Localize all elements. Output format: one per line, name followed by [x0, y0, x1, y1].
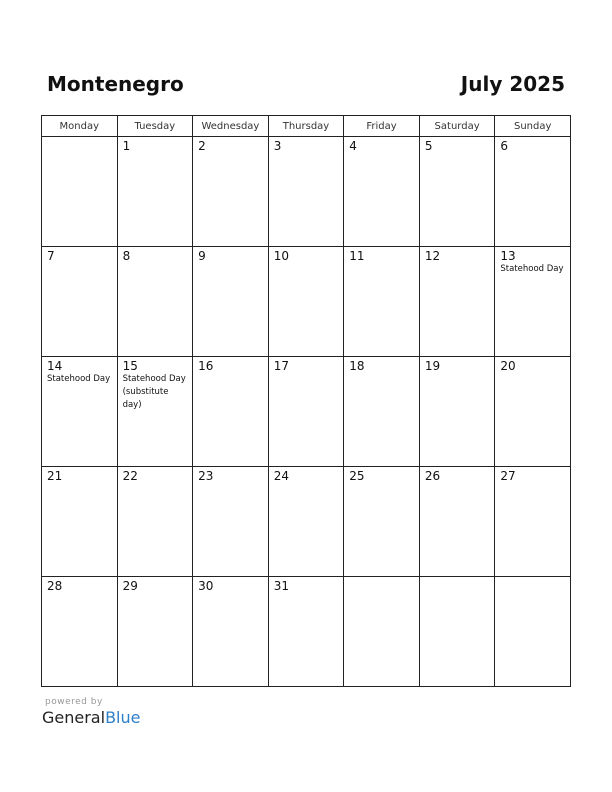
calendar-day-cell	[193, 467, 269, 577]
day-number: 14	[47, 359, 63, 373]
calendar-day-cell	[268, 467, 344, 577]
weekday-header: Monday	[42, 116, 118, 137]
calendar-day-cell	[268, 357, 344, 467]
day-number: 12	[424, 249, 441, 263]
brand-blue-text: Blue	[105, 708, 141, 727]
calendar-day-cell	[419, 357, 495, 467]
day-number: 13	[500, 249, 516, 263]
calendar-day-cell	[344, 357, 420, 467]
day-number: 28	[47, 579, 63, 593]
calendar-day-cell	[268, 577, 344, 687]
day-number: 27	[500, 469, 516, 483]
weekday-header: Sunday	[495, 116, 571, 137]
weekday-header: Wednesday	[193, 116, 269, 137]
brand-general-text: General	[42, 708, 106, 727]
day-number: 23	[198, 469, 214, 483]
day-number: 16	[198, 359, 214, 373]
calendar-day-cell	[419, 247, 495, 357]
day-number: 6	[500, 139, 509, 153]
day-number: 7	[47, 249, 55, 263]
day-number: 5	[424, 139, 433, 153]
day-number: 29	[122, 579, 138, 593]
calendar-day-cell	[42, 577, 118, 687]
day-number: 4	[349, 139, 357, 153]
weekday-header-row	[42, 116, 571, 137]
weekday-header: Tuesday	[117, 116, 193, 137]
calendar-week-row	[42, 577, 571, 687]
calendar-month-title: July 2025	[460, 72, 565, 96]
calendar-week-row	[42, 467, 571, 577]
calendar-country-title: Montenegro	[47, 72, 184, 96]
day-number: 25	[349, 469, 365, 483]
day-number: 11	[349, 249, 365, 263]
calendar-day-cell	[495, 247, 571, 357]
weekday-header: Saturday	[419, 116, 495, 137]
calendar-day-cell	[344, 137, 420, 247]
day-number: 18	[349, 359, 365, 373]
calendar-empty-cell	[495, 577, 571, 687]
day-number: 20	[500, 359, 516, 373]
calendar-day-cell	[117, 247, 193, 357]
calendar-day-cell	[495, 467, 571, 577]
holiday-label: Statehood Day (substitute day)	[122, 374, 186, 410]
calendar-empty-cell	[42, 137, 118, 247]
calendar-day-cell	[117, 577, 193, 687]
calendar-day-cell	[193, 577, 269, 687]
calendar-day-cell	[42, 357, 118, 467]
weekday-header: Friday	[344, 116, 420, 137]
calendar-day-cell	[268, 247, 344, 357]
calendar-empty-cell	[344, 577, 420, 687]
day-number: 24	[273, 469, 289, 483]
calendar-day-cell	[193, 137, 269, 247]
day-number: 22	[122, 469, 138, 483]
calendar-week-row	[42, 137, 571, 247]
day-number: 19	[424, 359, 441, 373]
calendar-week-row	[42, 357, 571, 467]
calendar-day-cell	[117, 137, 193, 247]
calendar-grid	[41, 115, 571, 687]
calendar-day-cell	[495, 137, 571, 247]
calendar-day-cell	[193, 247, 269, 357]
day-number: 9	[198, 249, 206, 263]
day-number: 10	[273, 249, 289, 263]
calendar-body	[42, 137, 571, 687]
calendar-day-cell	[419, 467, 495, 577]
day-number: 15	[122, 359, 138, 373]
calendar-day-cell	[117, 357, 193, 467]
day-number: 1	[122, 139, 131, 153]
day-number: 31	[273, 579, 289, 593]
calendar-day-cell	[268, 137, 344, 247]
weekday-header: Thursday	[268, 116, 344, 137]
calendar-day-cell	[193, 357, 269, 467]
calendar-week-row	[42, 247, 571, 357]
calendar-day-cell	[117, 467, 193, 577]
calendar-day-cell	[495, 357, 571, 467]
day-number: 26	[424, 469, 441, 483]
day-number: 30	[198, 579, 214, 593]
calendar-day-cell	[344, 467, 420, 577]
generalblue-logo[interactable]	[42, 708, 140, 728]
day-number: 2	[198, 139, 206, 153]
calendar-empty-cell	[419, 577, 495, 687]
calendar-day-cell	[419, 137, 495, 247]
day-number: 8	[122, 249, 131, 263]
powered-by-label: powered by	[45, 697, 103, 707]
day-number: 17	[273, 359, 289, 373]
day-number: 21	[47, 469, 63, 483]
holiday-label: Statehood Day	[500, 264, 564, 274]
holiday-label: Statehood Day	[47, 374, 111, 384]
calendar-day-cell	[344, 247, 420, 357]
calendar-day-cell	[42, 247, 118, 357]
calendar-day-cell	[42, 467, 118, 577]
day-number: 3	[273, 139, 282, 153]
